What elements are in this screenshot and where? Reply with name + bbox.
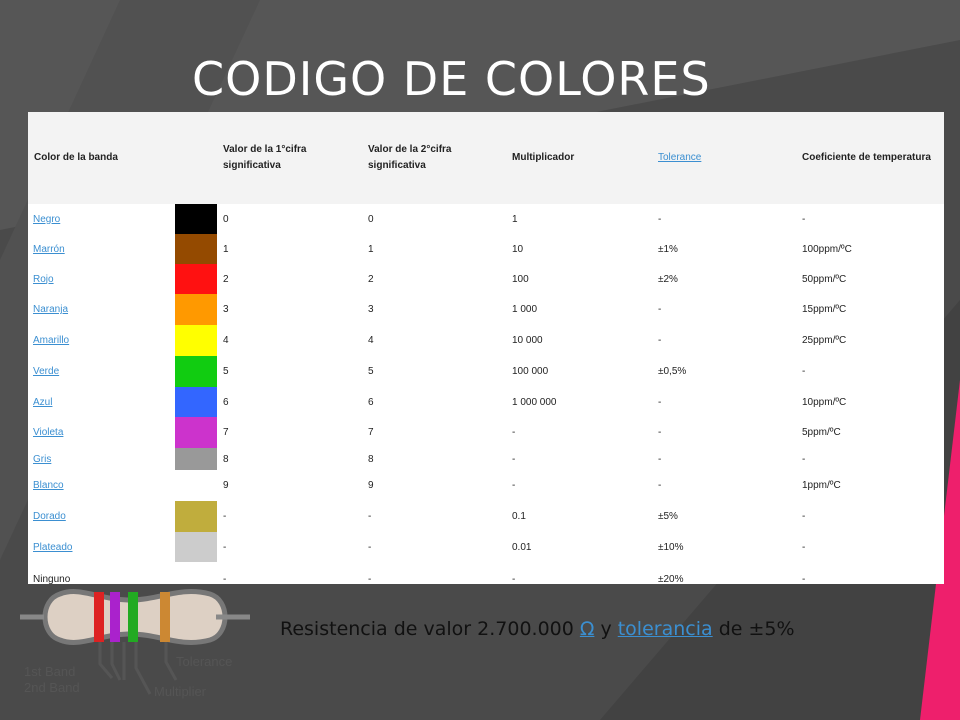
tolerance-cell: - — [658, 304, 662, 315]
header-temp-coef: Coeficiente de temperatura — [802, 152, 931, 163]
tolerance-cell: - — [658, 335, 662, 346]
resistor-band-4 — [160, 592, 170, 642]
color-name[interactable]: Gris — [33, 453, 52, 465]
header-color: Color de la banda — [34, 152, 118, 163]
multiplier-cell: - — [512, 480, 516, 491]
multiplier-cell: 0.01 — [512, 541, 532, 553]
tolerance-cell: ±2% — [658, 273, 678, 285]
table-row — [28, 356, 944, 387]
color-swatch — [175, 470, 217, 501]
header-digit1: Valor de la 1°cifra significativa — [223, 144, 307, 171]
caption-prefix: Resistencia de valor 2.700.000 — [280, 618, 580, 640]
digit2-cell: 9 — [368, 480, 374, 491]
color-swatch — [175, 532, 217, 562]
digit2-cell: 4 — [368, 335, 374, 346]
digit1-cell: - — [223, 573, 227, 584]
multiplier-cell: - — [512, 453, 516, 465]
multiplier-cell: - — [512, 427, 516, 438]
digit1-cell: 2 — [223, 273, 229, 285]
multiplier-cell: 10 000 — [512, 335, 543, 346]
digit1-cell: 6 — [223, 396, 229, 408]
color-swatch — [175, 294, 217, 325]
resistor-diagram — [20, 584, 260, 716]
table-row — [28, 562, 944, 584]
resistor-band-1 — [94, 592, 104, 642]
table-row — [28, 325, 944, 356]
color-name[interactable]: Amarillo — [33, 335, 70, 346]
multiplier-cell: 1 000 — [512, 304, 538, 315]
digit2-cell: 0 — [368, 213, 374, 225]
color-name[interactable]: Blanco — [33, 480, 64, 491]
label-multiplier: Multiplier — [154, 684, 207, 699]
digit2-cell: 5 — [368, 366, 374, 377]
tolerance-cell: ±1% — [658, 243, 678, 255]
temp-coef-cell: - — [802, 213, 806, 225]
temp-coef-cell: - — [802, 453, 806, 465]
digit1-cell: - — [223, 541, 227, 553]
table-row — [28, 234, 944, 264]
temp-coef-cell: 1ppm/ºC — [802, 480, 841, 491]
color-name: Ninguno — [33, 573, 71, 584]
table-row — [28, 387, 944, 417]
temp-coef-cell: - — [802, 573, 806, 584]
color-name[interactable]: Dorado — [33, 511, 66, 522]
digit2-cell: 6 — [368, 396, 374, 408]
header-tolerance[interactable]: Tolerance — [658, 152, 702, 163]
ohm-link[interactable]: Ω — [579, 618, 595, 640]
color-swatch — [175, 448, 217, 470]
digit2-cell: 3 — [368, 304, 374, 315]
digit1-cell: 4 — [223, 335, 229, 346]
table-row — [28, 532, 944, 562]
tolerance-cell: ±0,5% — [658, 366, 687, 377]
temp-coef-cell: - — [802, 541, 806, 553]
temp-coef-cell: 25ppm/ºC — [802, 335, 847, 346]
digit1-cell: 1 — [223, 243, 229, 255]
color-name[interactable]: Azul — [33, 396, 53, 408]
multiplier-cell: 1 000 000 — [512, 396, 557, 408]
color-swatch — [175, 501, 217, 532]
table-row — [28, 470, 944, 501]
digit1-cell: - — [223, 511, 227, 522]
table-row — [28, 294, 944, 325]
digit2-cell: 7 — [368, 427, 374, 438]
multiplier-cell: 100 000 — [512, 366, 549, 377]
resistor-band-2 — [110, 592, 120, 642]
digit1-cell: 7 — [223, 427, 229, 438]
color-name[interactable]: Marrón — [33, 243, 65, 255]
digit1-cell: 9 — [223, 480, 229, 491]
header-digit2: Valor de la 2°cifra significativa — [368, 144, 452, 171]
color-swatch — [175, 417, 217, 448]
table-header — [28, 112, 944, 204]
color-swatch — [175, 562, 217, 584]
table-row — [28, 501, 944, 532]
multiplier-cell: 1 — [512, 213, 518, 225]
multiplier-cell: 100 — [512, 273, 529, 285]
color-name[interactable]: Plateado — [33, 541, 73, 553]
digit2-cell: - — [368, 541, 372, 553]
tolerance-cell: - — [658, 427, 662, 438]
color-code-table — [28, 112, 944, 584]
color-swatch — [175, 356, 217, 387]
tolerance-cell: - — [658, 480, 662, 491]
caption-middle: y — [594, 618, 618, 640]
digit1-cell: 8 — [223, 453, 229, 465]
caption — [280, 618, 900, 652]
table-row — [28, 204, 944, 234]
temp-coef-cell: 5ppm/ºC — [802, 427, 841, 438]
color-swatch — [175, 387, 217, 417]
tolerance-cell: ±20% — [658, 573, 684, 584]
caption-suffix: de ±5% — [712, 618, 795, 640]
color-name[interactable]: Rojo — [33, 273, 54, 285]
tolerance-cell: ±5% — [658, 511, 678, 522]
temp-coef-cell: 10ppm/ºC — [802, 396, 847, 408]
digit1-cell: 5 — [223, 366, 229, 377]
multiplier-cell: - — [512, 573, 516, 584]
multiplier-cell: 0.1 — [512, 511, 526, 522]
digit2-cell: 2 — [368, 273, 374, 285]
temp-coef-cell: - — [802, 511, 806, 522]
color-name[interactable]: Naranja — [33, 304, 69, 315]
temp-coef-cell: 100ppm/ºC — [802, 243, 852, 255]
tolerance-link[interactable]: tolerancia — [617, 618, 713, 640]
label-1st-band: 1st Band — [24, 664, 76, 679]
tolerance-cell: - — [658, 213, 662, 225]
table-row — [28, 264, 944, 294]
color-swatch — [175, 234, 217, 264]
table-row — [28, 448, 944, 470]
color-swatch — [175, 264, 217, 294]
temp-coef-cell: 15ppm/ºC — [802, 304, 847, 315]
digit1-cell: 3 — [223, 304, 229, 315]
digit2-cell: - — [368, 573, 372, 584]
label-2nd-band: 2nd Band — [24, 680, 80, 695]
resistor-band-3 — [128, 592, 138, 642]
multiplier-cell: 10 — [512, 243, 524, 255]
label-tolerance: Tolerance — [176, 654, 233, 669]
temp-coef-cell: 50ppm/ºC — [802, 273, 847, 285]
tolerance-cell: ±10% — [658, 541, 684, 553]
tolerance-cell: - — [658, 453, 662, 465]
digit1-cell: 0 — [223, 213, 229, 225]
color-name[interactable]: Violeta — [33, 427, 64, 438]
color-name[interactable]: Negro — [33, 213, 61, 225]
tolerance-cell: - — [658, 396, 662, 408]
color-swatch — [175, 204, 217, 234]
color-name[interactable]: Verde — [33, 366, 60, 377]
header-multiplier: Multiplicador — [512, 152, 575, 163]
color-swatch — [175, 325, 217, 356]
slide-title: CODIGO DE COLORES — [192, 52, 711, 106]
table-row — [28, 417, 944, 448]
digit2-cell: 8 — [368, 453, 374, 465]
digit2-cell: - — [368, 511, 372, 522]
digit2-cell: 1 — [368, 243, 374, 255]
temp-coef-cell: - — [802, 366, 806, 377]
